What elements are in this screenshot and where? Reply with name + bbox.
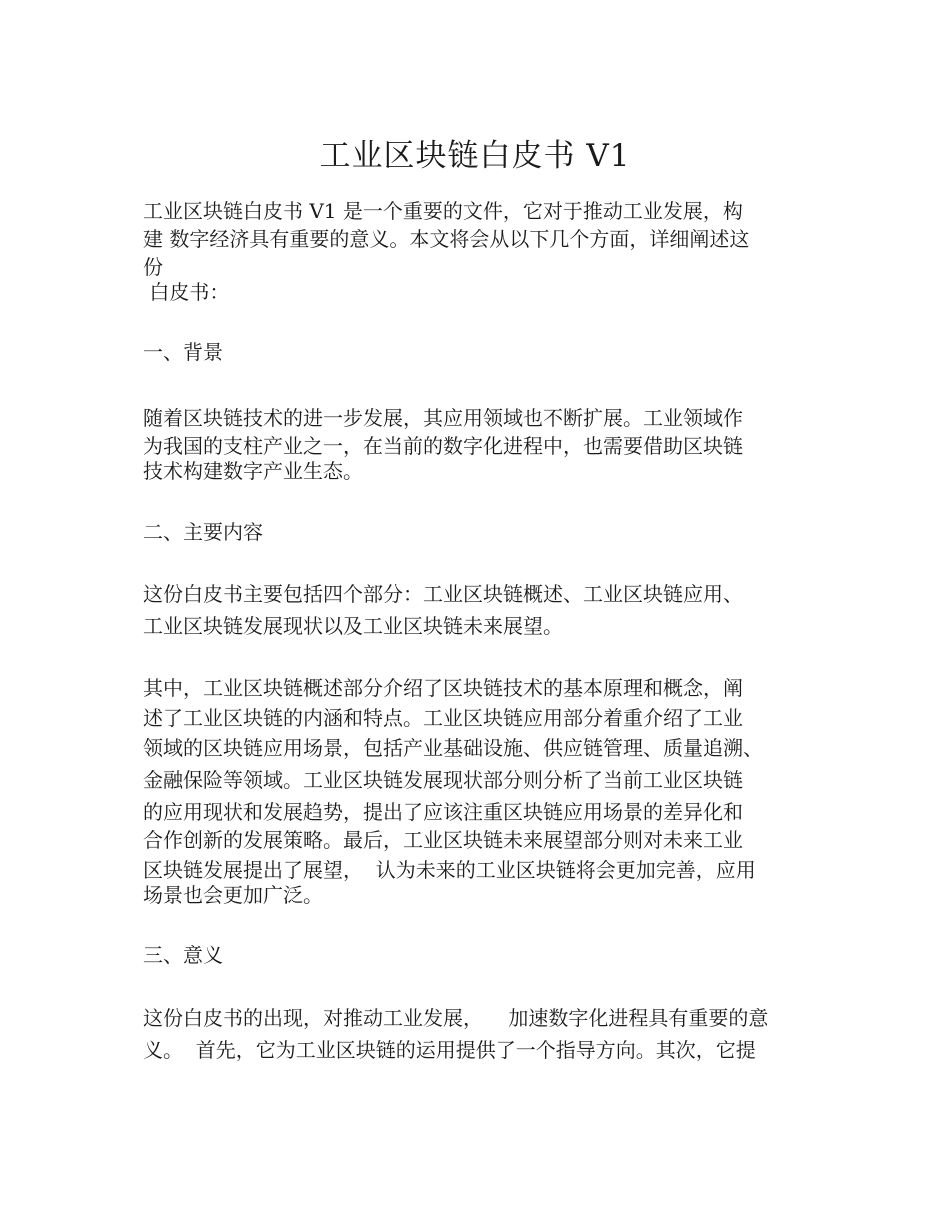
intro-line: 份 [143, 255, 163, 279]
paragraph-line: 其中，工业区块链概述部分介绍了区块链技术的基本原理和概念，阐 [143, 676, 743, 700]
intro-line: 工业区块链白皮书 V1 是一个重要的文件，它对于推动工业发展，构 [143, 199, 743, 223]
intro-line: 白皮书： [143, 280, 230, 304]
paragraph-line: 合作创新的发展策略。最后，工业区块链未来展望部分则对未来工业 [143, 828, 743, 852]
paragraph-line: 随着区块链技术的进一步发展，其应用领域也不断扩展。工业领域作 [143, 406, 743, 430]
paragraph-line: 的应用现状和发展趋势，提出了应该注重区块链应用场景的差异化和 [143, 800, 743, 824]
paragraph-line: 工业区块链发展现状以及工业区块链未来展望。 [143, 614, 563, 638]
paragraph-line: 为我国的支柱产业之一，在当前的数字化进程中，也需要借助区块链 [143, 434, 743, 458]
paragraph-line: 这份白皮书主要包括四个部分：工业区块链概述、工业区块链应用、 [143, 582, 743, 606]
paragraph-line: 领域的区块链应用场景，包括产业基础设施、供应链管理、质量追溯、 [143, 736, 763, 760]
section-heading-main-content: 二、主要内容 [143, 520, 263, 544]
paragraph-line: 这份白皮书的出现，对推动工业发展， 加速数字化进程具有重要的意 [143, 1006, 769, 1030]
document-title: 工业区块链白皮书 V1 [319, 138, 631, 174]
paragraph-line: 义。 首先，它为工业区块链的运用提供了一个指导方向。其次，它提 [143, 1038, 756, 1062]
intro-line: 建 数字经济具有重要的意义。本文将会从以下几个方面，详细阐述这 [143, 227, 750, 251]
section-heading-significance: 三、意义 [143, 943, 223, 967]
section-heading-background: 一、背景 [143, 340, 223, 364]
paragraph-line: 场景也会更加广泛。 [143, 883, 323, 907]
paragraph-line: 区块链发展提出了展望， 认为未来的工业区块链将会更加完善，应用 [143, 858, 756, 882]
paragraph-line: 述了工业区块链的内涵和特点。工业区块链应用部分着重介绍了工业 [143, 706, 743, 730]
paragraph-line: 技术构建数字产业生态。 [143, 459, 363, 483]
paragraph-line: 金融保险等领域。工业区块链发展现状部分则分析了当前工业区块链 [143, 768, 743, 792]
